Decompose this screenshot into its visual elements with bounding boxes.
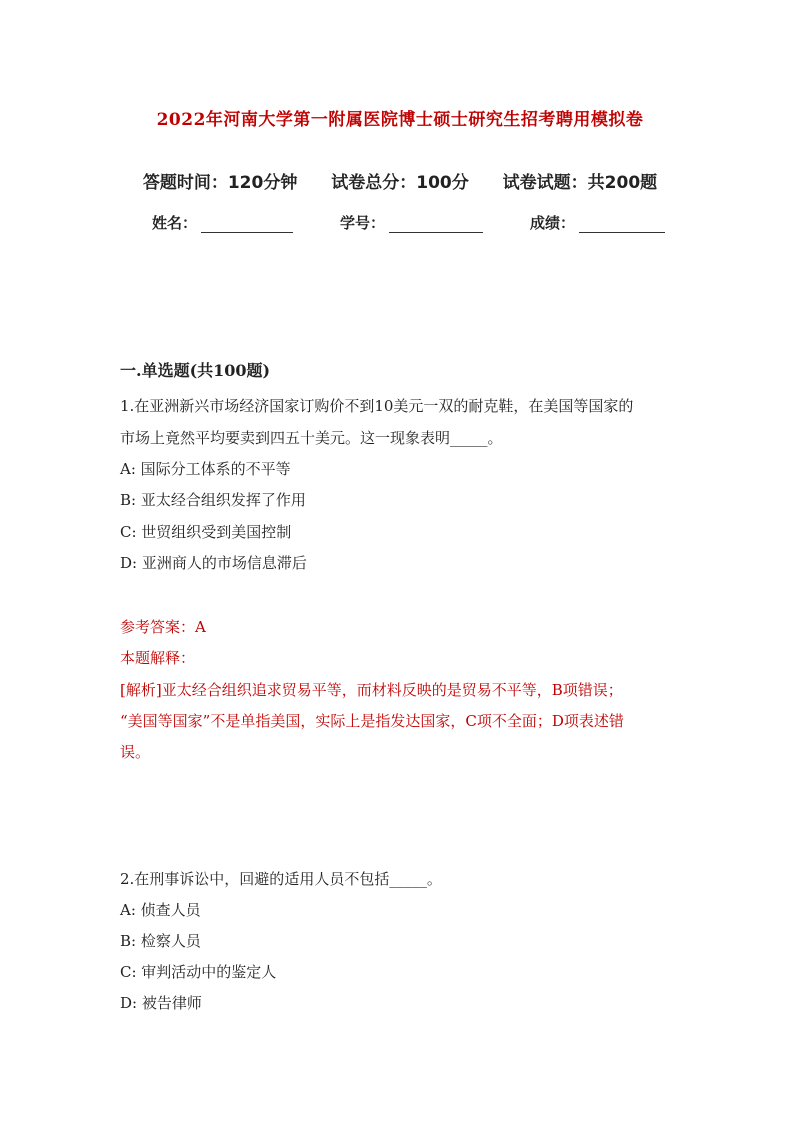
q1-option-d: D: 亚洲商人的市场信息滞后 [120, 554, 307, 572]
q2-option-a: A: 侦查人员 [120, 901, 201, 919]
exam-question-count: 试卷试题：共200题 [502, 173, 658, 193]
grade-label: 成绩： [530, 214, 576, 232]
q1-stem-line2: 市场上竟然平均要卖到四五十美元。这一现象表明_____。 [120, 429, 503, 447]
id-label: 学号： [340, 214, 386, 232]
exam-total-score: 试卷总分：100分 [331, 173, 469, 193]
q1-option-b: B: 亚太经合组织发挥了作用 [120, 491, 306, 509]
q2-option-b: B: 检察人员 [120, 932, 201, 950]
q1-option-a: A: 国际分工体系的不平等 [120, 460, 291, 478]
exam-meta [0, 168, 800, 193]
q1-explain-line3: 误。 [120, 743, 151, 761]
grade-field [530, 212, 665, 233]
q1-option-c: C: 世贸组织受到美国控制 [120, 523, 292, 541]
name-field [152, 212, 293, 233]
name-blank [201, 216, 293, 233]
q2-option-d: D: 被告律师 [120, 994, 202, 1012]
id-field [340, 212, 483, 233]
q2-option-c: C: 审判活动中的鉴定人 [120, 963, 277, 981]
q1-stem-line1: 1.在亚洲新兴市场经济国家订购价不到10美元一双的耐克鞋，在美国等国家的 [120, 397, 634, 415]
name-label: 姓名： [152, 214, 198, 232]
page-title: 2022年河南大学第一附属医院博士硕士研究生招考聘用模拟卷 [156, 110, 644, 130]
q1-answer: 参考答案：A [120, 618, 206, 636]
id-blank [389, 216, 483, 233]
q1-explain-line2: “美国等国家”不是单指美国，实际上是指发达国家，C项不全面；D项表述错 [120, 712, 624, 730]
q1-explain-label: 本题解释： [120, 649, 196, 667]
q1-explain-line1: [解析]亚太经合组织追求贸易平等，而材料反映的是贸易不平等，B项错误； [120, 681, 623, 699]
grade-blank [579, 216, 665, 233]
q2-stem: 2.在刑事诉讼中，回避的适用人员不包括_____。 [120, 870, 442, 888]
section-title: 一.单选题(共100题) [120, 361, 271, 380]
exam-time: 答题时间：120分钟 [142, 173, 298, 193]
